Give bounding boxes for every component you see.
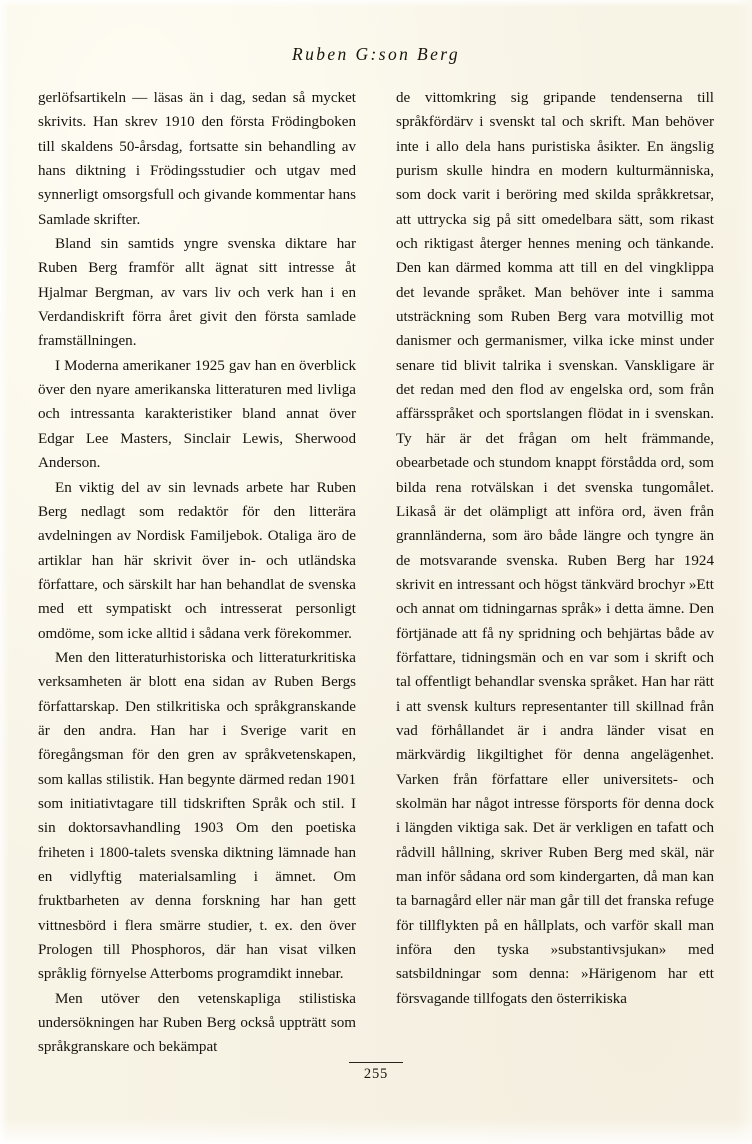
page-edge-highlight-left bbox=[0, 0, 9, 1144]
paragraph: I Moderna amerikaner 1925 gav han en överblick över den nyare amerikanska litteraturen med livliga och intressanta karakteristiker bland annat över Edgar Lee Masters, Sinclair Lewis, Sherwood Anderson. bbox=[38, 357, 356, 472]
page-number: 255 bbox=[363, 1066, 389, 1082]
paragraph: gerlöfsartikeln — läsas än i dag, sedan så mycket skrivits. Han skrev 1910 den första Frödingboken till skaldens 50-årsdag, fortsatte sin behandling av hans diktning i Frödingsstudier och utgav med synnerligt omsorgsfull och givande kommentar hans Samlade skrifter. bbox=[38, 90, 356, 228]
paragraph: de vittomkring sig gripande tendenserna till språkfördärv i svenskt tal och skrift. Man behöver inte i allo dela hans puristiska åsikter. En ängslig purism skulle hindra en modern kulturmänniska, som dock varit i beröring med skilda språkkretsar, att uttrycka sig på sitt omedelbara sätt, som rikast och riktigast återger hennes mening och tänkande. Den kan därmed komma att till en del vingklippa det levande språket. Man behöver inte i samma utsträckning som Ruben Berg vara motvillig mot danismer och germanismer, vilka icke minst under senare tid blivit talrika i svenskan. Vanskligare är det redan med den flod av engelska ord, som från affärsspråket och sportslangen flödat in i svenskan. Ty här är det frågan om helt främmande, obearbetade och stundom knappt förstådda ord, som bilda rena rotvälskan i det svenska tungomålet. Likaså är det olämpligt att införa ord, även från grannländerna, som äro både längre och tyngre än de motsvarande svenska. Ruben Berg har 1924 skrivit en intressant och högst tänkvärd brochyr »Ett och annat om tidningarnas språk» i detta ämne. Den förtjänade att få ny spridning och behjärtas både av författare, tidningsmän och en var som i skrift och tal offentligt behandlar svenska språket. Han har rätt i att svensk kulturs representanter till skillnad från vad förhållandet är i andra länder visat en märkvärdig likgiltighet för denna angelägenhet. Varken från författare eller universitets- och skolmän har något intresse försports för denna dock i längden viktiga sak. Det är verkligen en tafatt och rådvill hållning, skriver Ruben Berg med skäl, när man inför sådana ord som kindergarten, då man kan ta barnagård eller när man går till det franska refuge för tillflykten på en hållplats, och varför skall man införa den tyska »substantivsjukan» med satsbildningar som denna: »Härigenom har ett försvagande tillfogats den österrikiska bbox=[396, 90, 714, 1007]
text-body bbox=[38, 86, 714, 1086]
page-edge-shadow-right bbox=[736, 0, 752, 1144]
page-edge-highlight-bottom bbox=[0, 1118, 752, 1144]
paragraph: En viktig del av sin levnads arbete har Ruben Berg nedlagt som redaktör för den litterära avdelningen av Nordisk Familjebok. Otaliga äro de artiklar han här skrivit över in- och utländska författare, och särskilt har han behandlat de svenska med ett sympatiskt och intresserat personligt omdöme, som icke alltid i sådana verk förekommer. bbox=[38, 479, 356, 642]
paragraph: Men utöver den vetenskapliga stilistiska undersökningen har Ruben Berg också uppträtt som språkgranskare och bekämpat bbox=[38, 990, 356, 1056]
running-head: Ruben G:son Berg bbox=[291, 44, 460, 64]
page-edge-highlight-top bbox=[0, 0, 752, 7]
folio-rule bbox=[349, 1062, 403, 1063]
column-right bbox=[396, 86, 714, 1086]
paragraph: Men den litteraturhistoriska och litteraturkritiska verksamheten är blott ena sidan av Ruben Bergs författarskap. Den stilkritiska och språkgranskande är den andra. Han har i Sverige varit en föregångsman för den gren av språkvetenskapen, som kallas stilistik. Han begynte därmed redan 1901 som initiativtagare till tidskriften Språk och stil. I sin doktorsavhandling 1903 Om den poetiska friheten i 1800-talets svenska diktning lämnade han en vidlyftig materialsamling i ämnet. Om fruktbarheten av denna forskning har han gett vittnesbörd i flera smärre studier, t. ex. den över Prologen till Phosphoros, där han visat vilken språklig förnyelse Atterboms programdikt innebar. bbox=[38, 649, 356, 983]
page-footer bbox=[0, 1062, 752, 1083]
paragraph: Bland sin samtids yngre svenska diktare har Ruben Berg framför allt ägnat sitt intresse åt Hjalmar Bergman, av vars liv och verk han i en Verdandiskrift förra året givit den första samlade framställningen. bbox=[38, 236, 356, 350]
column-left bbox=[38, 86, 356, 1086]
